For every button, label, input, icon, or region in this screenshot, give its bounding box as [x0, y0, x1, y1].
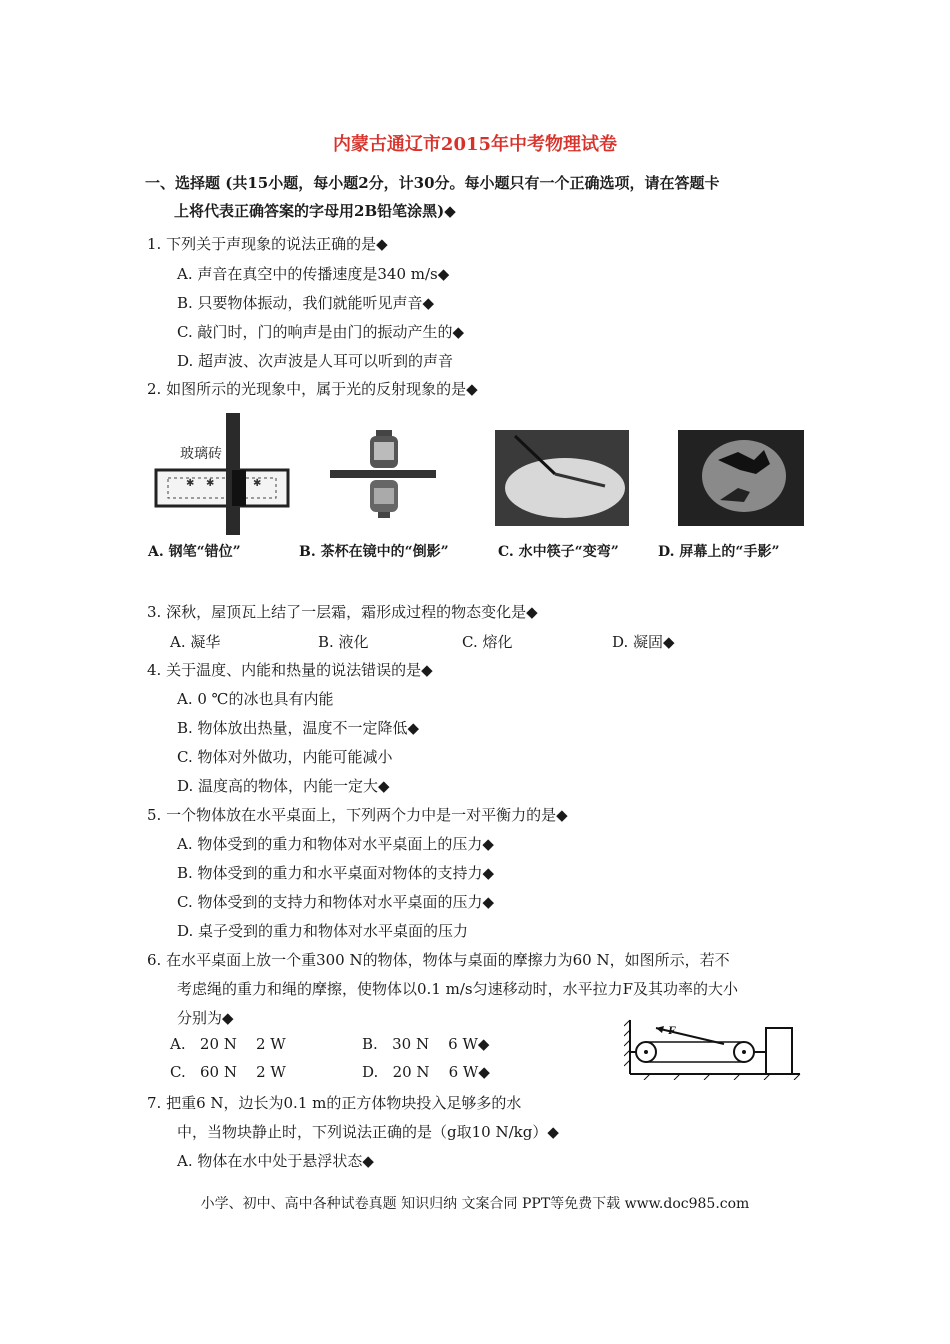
question-6-option-d: D. 20 N 6 W◆: [362, 1063, 490, 1081]
figure-pen-glass-brick: [148, 408, 298, 538]
question-7-line2: 中，当物块静止时，下列说法正确的是（g取10 N/kg）◆: [177, 1123, 559, 1141]
question-3-option-d: D. 凝固◆: [612, 633, 675, 651]
question-4-option-a: A. 0 ℃的冰也具有内能: [177, 690, 334, 708]
figure-teacup-mirror: [328, 428, 440, 524]
question-5-option-a: A. 物体受到的重力和物体对水平桌面上的压力◆: [177, 835, 494, 853]
figure-caption-d: D. 屏幕上的“手影”: [658, 544, 780, 560]
figure-hand-shadow: [678, 430, 804, 526]
question-4-option-c: C. 物体对外做功，内能可能减小: [177, 748, 393, 766]
question-4-stem: 4. 关于温度、内能和热量的说法错误的是◆: [147, 661, 433, 679]
figure-chopstick-water: [495, 430, 629, 526]
question-6-line2: 考虑绳的重力和绳的摩擦，使物体以0.1 m/s匀速移动时，水平拉力F及其功率的大小: [177, 980, 739, 998]
question-4-option-d: D. 温度高的物体，内能一定大◆: [177, 777, 390, 795]
question-1-option-c: C. 敲门时，门的响声是由门的振动产生的◆: [177, 323, 465, 341]
question-7-option-a: A. 物体在水中处于悬浮状态◆: [177, 1152, 374, 1170]
question-5-stem: 5. 一个物体放在水平桌面上，下列两个力中是一对平衡力的是◆: [147, 806, 568, 824]
glass-brick-label: 玻璃砖: [180, 446, 222, 462]
question-5-option-d: D. 桌子受到的重力和物体对水平桌面的压力: [177, 922, 469, 940]
question-6-option-a: A. 20 N 2 W: [170, 1035, 286, 1053]
figure-caption-b: B. 茶杯在镜中的“倒影”: [299, 544, 449, 560]
question-7-line1: 7. 把重6 N，边长为0.1 m的正方体物块投入足够多的水: [147, 1094, 522, 1112]
svg-text:✱: ✱: [253, 478, 262, 489]
question-1-option-a: A. 声音在真空中的传播速度是340 m/s◆: [177, 265, 450, 283]
question-2-stem: 2. 如图所示的光现象中，属于光的反射现象的是◆: [147, 380, 478, 398]
question-5-option-c: C. 物体受到的支持力和物体对水平桌面的压力◆: [177, 893, 495, 911]
figure-caption-a: A. 钢笔“错位”: [148, 544, 241, 560]
question-3-stem: 3. 深秋，屋顶瓦上结了一层霜，霜形成过程的物态变化是◆: [147, 603, 538, 621]
question-6-line1: 6. 在水平桌面上放一个重300 N的物体，物体与桌面的摩擦力为60 N，如图所示，若不: [147, 951, 730, 969]
question-6-line3: 分别为◆: [177, 1009, 234, 1027]
svg-text:✱: ✱: [186, 478, 195, 489]
section-heading-line1: 一、选择题 (共15小题，每小题2分，计30分。每小题只有一个正确选项，请在答题卡: [145, 174, 720, 192]
question-3-option-c: C. 熔化: [462, 633, 513, 651]
question-6-option-b: B. 30 N 6 W◆: [362, 1035, 490, 1053]
figure-pulley-system: [624, 1016, 804, 1080]
question-1-stem: 1. 下列关于声现象的说法正确的是◆: [147, 235, 388, 253]
page-title: 内蒙古通辽市2015年中考物理试卷: [332, 134, 618, 155]
question-6-option-c: C. 60 N 2 W: [170, 1063, 286, 1081]
question-3-option-a: A. 凝华: [170, 633, 221, 651]
force-label-f: F: [668, 1023, 677, 1037]
page-footer: 小学、初中、高中各种试卷真题 知识归纳 文案合同 PPT等免费下载 www.doc985.com: [200, 1196, 750, 1212]
section-heading-line2: 上将代表正确答案的字母用2B铅笔涂黑)◆: [174, 202, 456, 220]
question-1-option-d: D. 超声波、次声波是人耳可以听到的声音: [177, 352, 454, 370]
figure-caption-c: C. 水中筷子“变弯”: [498, 544, 619, 560]
svg-text:✱: ✱: [206, 478, 215, 489]
question-3-option-b: B. 液化: [318, 633, 369, 651]
question-1-option-b: B. 只要物体振动，我们就能听见声音◆: [177, 294, 435, 312]
question-4-option-b: B. 物体放出热量，温度不一定降低◆: [177, 719, 420, 737]
question-5-option-b: B. 物体受到的重力和水平桌面对物体的支持力◆: [177, 864, 495, 882]
